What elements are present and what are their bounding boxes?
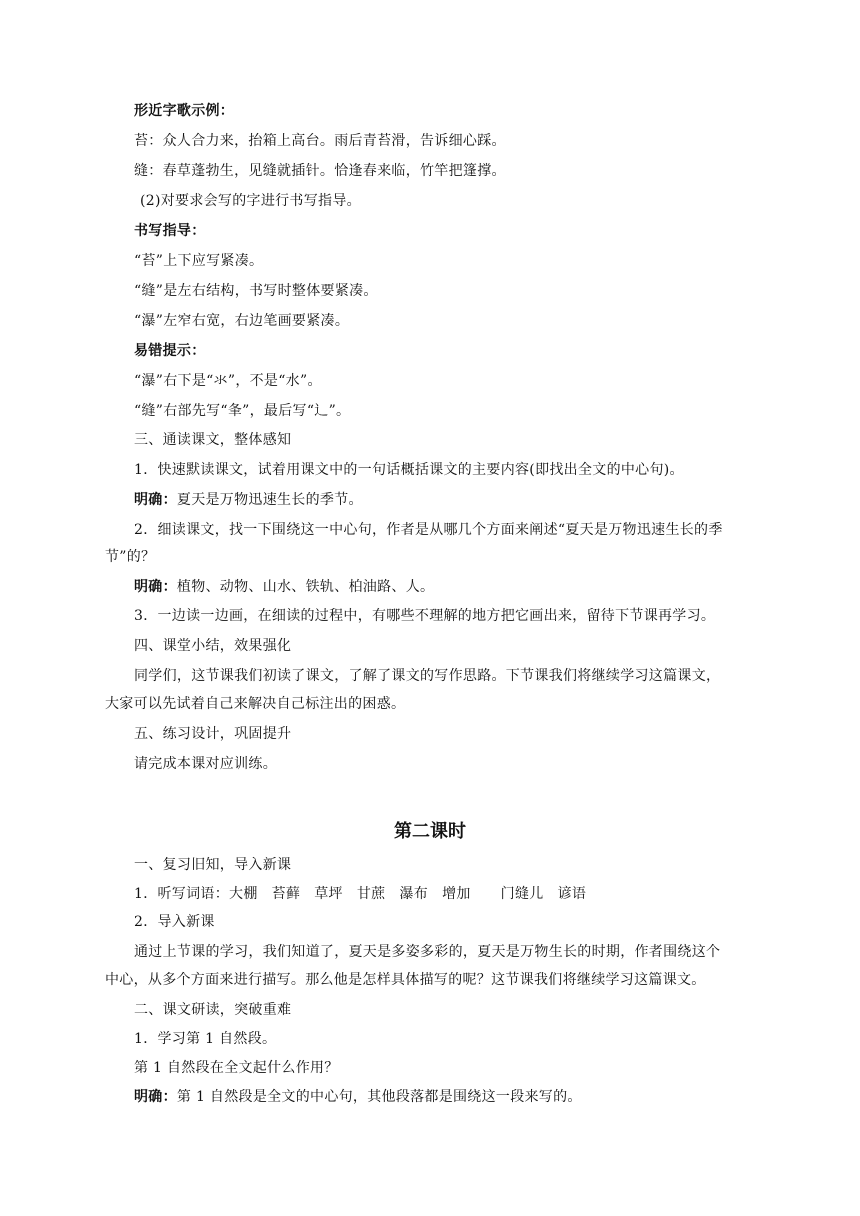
heading-error-tips: 易错提示：: [134, 343, 206, 359]
guide-pu: “瀑”左窄右宽，右边笔画要紧凑。: [134, 313, 350, 329]
word-item: 甘蔗: [356, 886, 386, 902]
intro-para-line-2: 中心，从多个方面来进行描写。那么他是怎样具体描写的呢？这节课我们将继续学习这篇课文。: [105, 972, 706, 988]
study-question: 第 1 自然段在全文起什么作用？: [134, 1060, 339, 1076]
word-item: 门缝儿: [500, 886, 544, 902]
question-2-line-2: 节”的？: [105, 549, 156, 565]
study-paragraph-1: 1．学习第 1 自然段。: [134, 1031, 277, 1047]
intro-new-lesson: 2．导入新课: [134, 914, 215, 930]
answer-1: [134, 490, 363, 510]
tip-pu: “瀑”右下是“氺”，不是“水”。: [134, 373, 322, 389]
answer-3: [134, 1087, 582, 1107]
question-1: 1．快速默读课文，试着用课文中的一句话概括课文的主要内容(即找出全文的中心句)。: [134, 462, 684, 478]
word-item: 增加: [442, 886, 471, 902]
intro-para-line-1: 通过上节课的学习，我们知道了，夏天是多姿多彩的，夏天是万物生长的时期，作者围绕这个: [134, 944, 721, 960]
summary-line-2: 大家可以先试着自己来解决自己标注出的困惑。: [105, 696, 406, 712]
answer-text: 植物、动物、山水、铁轨、柏油路、人。: [176, 579, 435, 595]
dictation-words: [134, 884, 600, 904]
answer-label: 明确：: [134, 579, 177, 595]
guide-tai: “苔”上下应写紧凑。: [134, 253, 264, 269]
answer-2: [134, 577, 434, 597]
rhyme-tai: 苔：众人合力来，抬箱上高台。雨后青苔滑，告诉细心踩。: [134, 133, 506, 149]
answer-label: 明确：: [134, 492, 177, 508]
answer-label: 明确：: [134, 1089, 177, 1105]
word-item: 草坪: [314, 886, 343, 902]
question-2-line-1: 2．细读课文，找一下围绕这一中心句，作者是从哪几个方面来阐述“夏天是万物迅速生长的季: [134, 522, 723, 538]
answer-text: 夏天是万物迅速生长的季节。: [176, 492, 363, 508]
section-review-heading: 一、复习旧知，导入新课: [134, 857, 292, 873]
section-five-heading: 五、练习设计，巩固提升: [134, 726, 292, 742]
tip-feng: “缝”右部先写“夆”，最后写“辶”。: [134, 403, 351, 419]
rhyme-feng: 缝：春草蓬勃生，见缝就插针。恰逢春来临，竹竿把篷撑。: [134, 163, 506, 179]
practice-line: 请完成本课对应训练。: [134, 756, 277, 772]
word-item: 苔藓: [271, 886, 301, 902]
summary-line-1: 同学们，这节课我们初读了课文，了解了课文的写作思路。下节课我们将继续学习这篇课文，: [134, 668, 721, 684]
section-study-heading: 二、课文研读，突破重难: [134, 1002, 292, 1018]
word-item: 瀑布: [399, 886, 429, 902]
section-four-heading: 四、课堂小结，效果强化: [134, 638, 292, 654]
heading-similar-chars: 形近字歌示例：: [134, 103, 235, 119]
word-item: 大棚: [229, 886, 258, 902]
heading-writing-guide: 书写指导：: [134, 223, 206, 239]
section-three-heading: 三、通读课文，整体感知: [134, 432, 292, 448]
guide-feng: “缝”是左右结构，书写时整体要紧凑。: [134, 283, 378, 299]
word-item: 谚语: [557, 886, 587, 902]
lesson-two-title: 第二课时: [394, 821, 466, 842]
writing-instruction-item: (2)对要求会写的字进行书写指导。: [140, 193, 361, 209]
answer-text: 第 1 自然段是全文的中心句，其他段落都是围绕这一段来写的。: [176, 1089, 582, 1105]
dictation-prefix: 1．听写词语：: [134, 886, 230, 902]
question-3: 3．一边读一边画，在细读的过程中，有哪些不理解的地方把它画出来，留待下节课再学习。: [134, 608, 716, 624]
